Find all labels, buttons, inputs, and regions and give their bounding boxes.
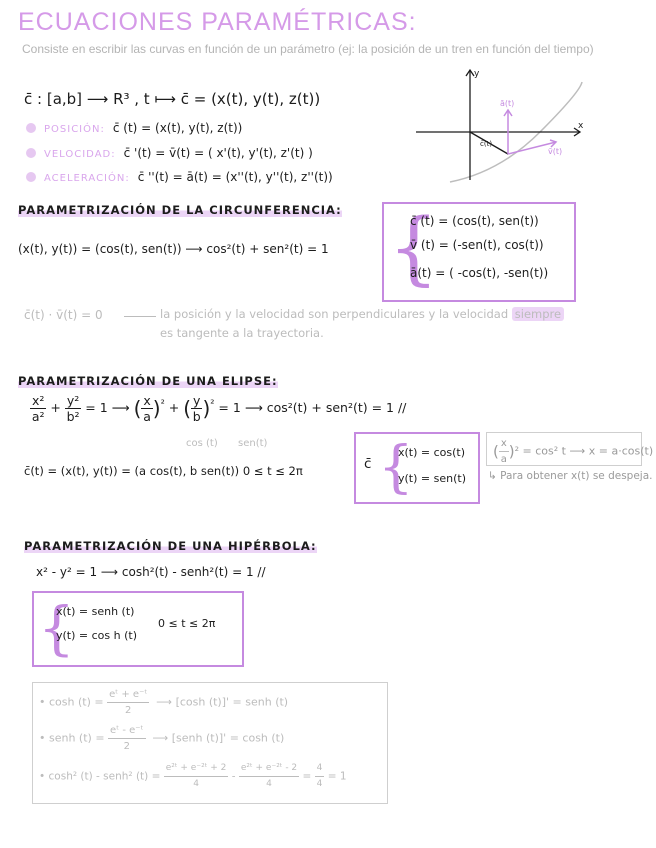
hyper-box xyxy=(32,591,244,667)
bullet-dot-icon xyxy=(26,148,36,158)
ellipse-side-note: ↳ Para obtener x(t) se despeja. xyxy=(488,470,653,482)
velocity-label: VELOCIDAD: xyxy=(44,149,116,160)
hyper-heading: PARAMETRIZACIÓN DE UNA HIPÉRBOLA: xyxy=(24,539,317,553)
frac-y2-b2: $\frac{\text{y²}}{\text{b²}}$ xyxy=(66,393,80,424)
hyper-box-range: 0 ≤ t ≤ 2π xyxy=(158,617,216,630)
ellipse-box xyxy=(354,432,480,504)
ellipse-heading: PARAMETRIZACIÓN DE UNA ELIPSE: xyxy=(18,374,278,388)
brace-icon: { xyxy=(378,435,414,500)
ellipse-under-sen: sen(t) xyxy=(238,438,268,449)
ellipse-box-x: x(t) = cos(t) xyxy=(398,446,466,459)
circ-box-position: c̄ (t) = (cos(t), sen(t)) xyxy=(410,214,539,228)
ellipse-param: c̄(t) = (x(t), y(t)) = (a cos(t), b sen(t)) 0 ≤ t ≤ 2π xyxy=(24,464,303,478)
ellipse-box-c: c̄ xyxy=(364,456,372,472)
frac-y-b: $\frac{y}{b}$ xyxy=(192,393,201,424)
hyper-box-y: y(t) = cos h (t) xyxy=(56,629,137,642)
graph-x-label: x xyxy=(578,121,584,131)
graph-y-label: y xyxy=(474,69,480,79)
brace-icon: { xyxy=(388,201,439,294)
graph-c-label: c̄(t) xyxy=(480,140,493,148)
position-row xyxy=(26,121,242,135)
frac-x2-a2: $\frac{\text{x²}}{\text{a²}}$ xyxy=(31,393,45,424)
arrow-icon: ⟶ xyxy=(244,400,263,415)
circ-note-line1: la posición y la velocidad son perpendiculares y la velocidad siempre xyxy=(160,307,564,321)
circ-heading: PARAMETRIZACIÓN DE LA CIRCUNFERENCIA: xyxy=(18,203,342,217)
position-equation: c̄ (t) = (x(t), y(t), z(t)) xyxy=(112,121,243,135)
arrow-icon: ⟶ xyxy=(111,400,130,415)
hyperbolic-identity: • cosh² (t) - senh² (t) = $\frac{\text{e²ᵗ + e⁻²ᵗ + 2}}{4}$ - $\frac{\text{e²ᵗ + e⁻²ᵗ - 2}}{4}$ = $\frac{4}{4}$ = 1 xyxy=(39,763,347,789)
curve-sketch xyxy=(410,62,590,186)
mapping-equation: c̄ : [a,b] ⟶ R³ , t ⟼ c̄ = (x(t), y(t), z(t)) xyxy=(24,90,321,108)
ellipse-box-y: y(t) = sen(t) xyxy=(398,472,466,485)
graph-a-label: ā(t) xyxy=(500,99,515,108)
bullet-dot-icon xyxy=(26,172,36,182)
siempre-highlight: siempre xyxy=(512,307,564,321)
ellipse-under-cos: cos (t) xyxy=(186,438,218,449)
cosh-definition: • cosh (t) = $\frac{\text{eᵗ + e⁻ᵗ}}{2}$ ⟶ [cosh (t)]' = senh (t) xyxy=(39,689,289,716)
velocity-row xyxy=(26,146,313,160)
hyper-equation: x² - y² = 1 ⟶ cosh²(t) - senh²(t) = 1 // xyxy=(36,565,266,579)
frac-x-a: $\frac{x}{a}$ xyxy=(143,393,151,424)
acceleration-row xyxy=(26,170,333,184)
senh-definition: • senh (t) = $\frac{\text{eᵗ - e⁻ᵗ}}{2}$ ⟶ [senh (t)]' = cosh (t) xyxy=(39,725,285,752)
bullet-dot-icon xyxy=(26,123,36,133)
circ-note-line2: es tangente a la trayectoria. xyxy=(160,326,324,340)
ellipse-equation: $\frac{\text{x²}}{\text{a²}}$ + $\frac{\text{y²}}{\text{b²}}$ = 1 ⟶ ( $\frac{x}{a}$ )$^{^2}$ + ( $\frac{y}{b}$ )$^{^2}$ = 1 ⟶ cos²(t) + sen²(t) = 1 // xyxy=(31,393,407,424)
hyper-box-x: x(t) = senh (t) xyxy=(56,605,135,618)
intro-text: Consiste en escribir las curvas en función de un parámetro (ej: la posición de un tren en función del tiempo) xyxy=(22,42,594,56)
circ-box-velocity: v̄ (t) = (-sen(t), cos(t)) xyxy=(410,238,544,252)
side-frac: $\frac{x}{a}$ xyxy=(500,438,507,465)
page-title: ECUACIONES PARAMÉTRICAS: xyxy=(18,8,417,36)
graph-v-label: v̄(t) xyxy=(548,147,563,156)
hyper-defs-box xyxy=(32,682,388,804)
side-equation: ² = cos² t ⟶ x = a·cos(t) xyxy=(514,444,654,458)
circ-box xyxy=(382,202,576,302)
circ-note-equation: c̄(t) · v̄(t) = 0 xyxy=(24,308,103,322)
circ-box-acceleration: ā(t) = ( -cos(t), -sen(t)) xyxy=(410,266,549,280)
circ-note-arrow xyxy=(124,316,156,317)
velocity-equation: c̄ '(t) = v̄(t) = ( x'(t), y'(t), z'(t) ) xyxy=(123,146,313,160)
acceleration-equation: c̄ ''(t) = ā(t) = (x''(t), y''(t), z''(t)) xyxy=(137,170,333,184)
acceleration-label: ACELERACIÓN: xyxy=(44,173,130,184)
brace-icon: { xyxy=(38,594,75,662)
ellipse-side-box: ( $\frac{x}{a}$ )² = cos² t ⟶ x = a·cos(t) xyxy=(486,432,642,466)
circ-equation: (x(t), y(t)) = (cos(t), sen(t)) ⟶ cos²(t) + sen²(t) = 1 xyxy=(18,242,329,256)
position-label: POSICIÓN: xyxy=(44,124,105,135)
